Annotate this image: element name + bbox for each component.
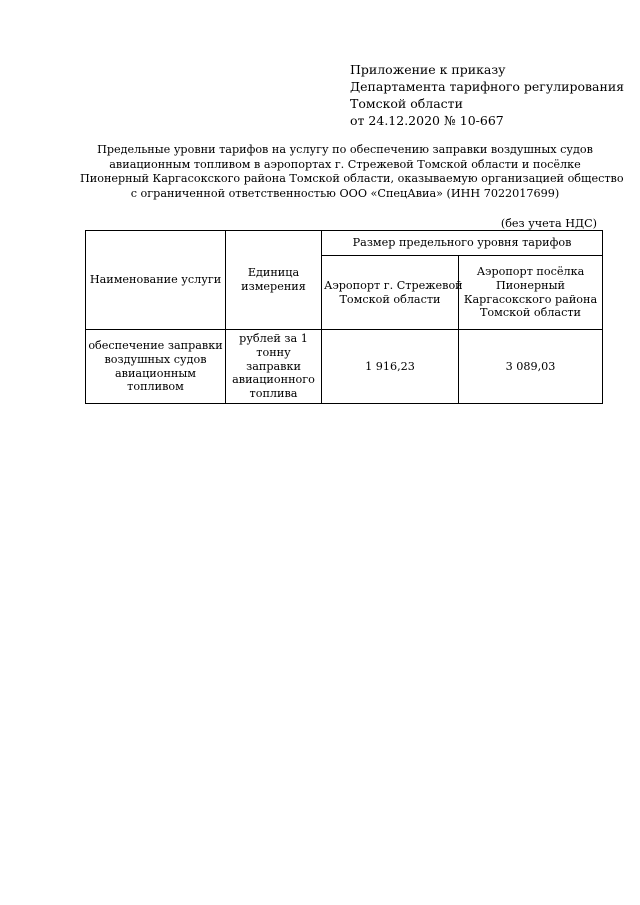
header-airport-line: Аэропорт г. Стрежевой <box>324 278 463 292</box>
header-airport-line: Аэропорт посёлка <box>476 264 585 278</box>
cell-unit-line: рублей за 1 <box>239 332 308 345</box>
cell-tariff-strezhevoy: 1 916,23 <box>322 330 459 404</box>
header-airport-line: Пионерный <box>495 278 565 292</box>
vat-note: (без учета НДС) <box>500 217 597 230</box>
cell-unit-line: топлива <box>249 387 298 401</box>
cell-service-line: авиационным <box>114 366 196 380</box>
header-unit-line: Единица <box>247 266 300 280</box>
table-row <box>86 330 603 404</box>
header-airport-strezhevoy <box>322 256 463 330</box>
header-tariff-group: Размер предельного уровня тарифов <box>322 231 603 256</box>
header-service-name: Наименование услуги <box>86 231 226 330</box>
cell-service <box>86 330 226 404</box>
title-line: с ограниченной ответственностью ООО «СпецАвиа» (ИНН 7022017699) <box>130 186 560 200</box>
document-title <box>80 143 624 201</box>
table-header-row <box>86 231 603 256</box>
title-line: Пионерный Каргасокского района Томской области, оказываемую организацией общество <box>80 172 624 185</box>
cell-unit-line: авиационного <box>232 373 315 387</box>
cell-unit-line: заправки <box>246 359 301 373</box>
cell-unit <box>226 330 322 404</box>
header-unit-line: измерения <box>241 280 306 293</box>
appendix-block <box>350 61 624 129</box>
header-airport-line: Томской области <box>479 306 582 320</box>
header-airport-line: Томской области <box>339 292 441 306</box>
appendix-line: от 24.12.2020 № 10-667 <box>350 113 504 128</box>
tariff-table <box>85 230 603 404</box>
appendix-line: Департамента тарифного регулирования <box>350 79 625 94</box>
header-airport-line: Каргасокского района <box>463 292 598 306</box>
title-line: Предельные уровни тарифов на услугу по обеспечению заправки воздушных судов <box>97 143 593 156</box>
appendix-line: Томской области <box>350 96 463 111</box>
cell-tariff-pionerny: 3 089,03 <box>459 330 603 404</box>
title-line: авиационным топливом в аэропортах г. Стрежевой Томской области и посёлке <box>109 157 581 171</box>
header-airport-pionerny <box>459 256 603 330</box>
cell-service-line: топливом <box>127 380 184 394</box>
cell-unit-line: тонну <box>256 345 291 359</box>
cell-service-line: обеспечение заправки <box>88 338 223 352</box>
appendix-line: Приложение к приказу <box>350 62 506 77</box>
header-unit <box>226 231 322 330</box>
cell-service-line: воздушных судов <box>104 352 207 366</box>
